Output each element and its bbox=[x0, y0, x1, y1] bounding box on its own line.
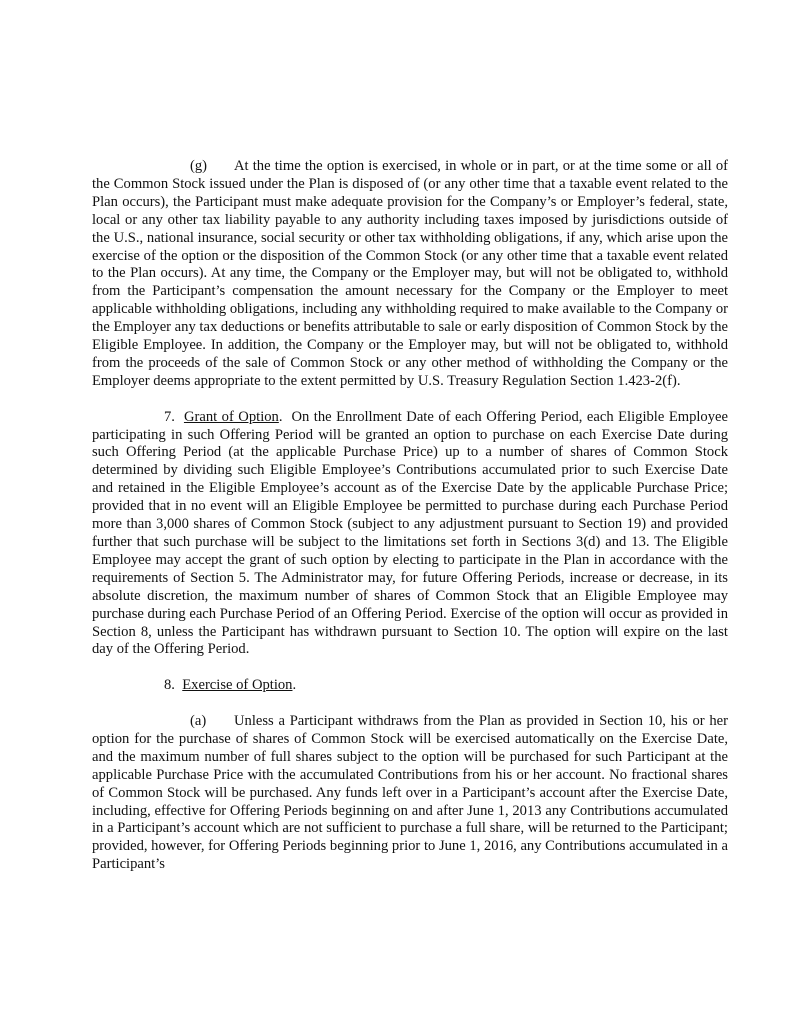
section-8-number: 8. bbox=[164, 677, 175, 694]
paragraph-section-8-heading bbox=[92, 677, 728, 695]
paragraph-gap bbox=[92, 391, 728, 409]
section-8a-text: Unless a Participant withdraws from the Plan as provided in Section 10, his or her option for the purchase of shares of Common Stock will be exercised automatically on the Exercise Date, and the maximum number of full shares subject to the option will be purchased for such Participant at the applicable Purchase Price with the accumulated Contributions from his or her account. No fractional shares of Common Stock will be purchased. Any funds left over in a Participant’s account after the Exercise Date, including, effective for Offering Periods beginning on and after June 1, 2013 any Contributions accumulated in a Participant’s account which are not sufficient to purchase a full share, will be returned to the Participant; provided, however, for Offering Periods beginning prior to June 1, 2016, any Contributions accumulated in a Participant’s bbox=[92, 713, 728, 873]
section-g-text: At the time the option is exercised, in whole or in part, or at the time some or all of the Common Stock issued under the Plan is disposed of (or any other time that a taxable event related to the Plan occurs), the Participant must make adequate provision for the Company’s or Employer’s federal, state, local or any other tax liability payable to any authority including taxes imposed by jurisdictions outside of the U.S., national insurance, social security or other tax withholding obligations, if any, which arise upon the exercise of the option or the disposition of the Common Stock (or any other time that a taxable event related to the Plan occurs). At any time, the Company or the Employer may, but will not be obligated to, withhold from the Participant’s compensation the amount necessary for the Company or the Employer to meet applicable withholding obligations, including any withholding required to make available to the Company or the Employer any tax deductions or benefits attributable to sale or early disposition of Common Stock by the Eligible Employee. In addition, the Company or the Employer may, but will not be obligated to, withhold from the proceeds of the sale of Common Stock or any other method of withholding the Company or the Employer deems appropriate to the extent permitted by U.S. Treasury Regulation Section 1.423-2(f). bbox=[92, 158, 728, 389]
paragraph-section-g bbox=[92, 158, 728, 391]
paragraph-section-7 bbox=[92, 409, 728, 660]
paragraph-section-8a bbox=[92, 713, 728, 874]
section-8a-marker: (a) bbox=[190, 713, 207, 730]
document-page bbox=[92, 158, 728, 874]
section-7-heading-punct: . bbox=[278, 408, 283, 425]
paragraph-gap bbox=[92, 659, 728, 677]
section-7-text: On the Enrollment Date of each Offering Period, each Eligible Employee participating in such Offering Period will be granted an option to purchase on each Exercise Date during such Offering Period (at the applicable Purchase Price) up to a number of shares of Common Stock determined by dividing such Eligible Employee’s Contributions accumulated prior to such Exercise Date and retained in the Eligible Employee’s account as of the Exercise Date by the applicable Purchase Price; provided that in no event will an Eligible Employee be permitted to purchase during each Purchase Period more than 3,000 shares of Common Stock (subject to any adjustment pursuant to Section 19) and provided further that such purchase will be subject to the limitations set forth in Sections 3(d) and 13. The Eligible Employee may accept the grant of such option by electing to participate in the Plan in accordance with the requirements of Section 5. The Administrator may, for future Offering Periods, increase or decrease, in its absolute discretion, the maximum number of shares of Common Stock that an Eligible Employee may purchase during each Purchase Period of an Offering Period. Exercise of the option will occur as provided in Section 8, unless the Participant has withdrawn pursuant to Section 10. The option will expire on the last day of the Offering Period. bbox=[92, 408, 728, 658]
section-7-heading: Grant of Option bbox=[183, 408, 279, 425]
section-8-heading-punct: . bbox=[292, 677, 297, 694]
section-8-heading: Exercise of Option bbox=[182, 677, 293, 694]
section-g-marker: (g) bbox=[190, 158, 208, 174]
paragraph-gap bbox=[92, 695, 728, 713]
section-7-number: 7. bbox=[164, 408, 175, 425]
